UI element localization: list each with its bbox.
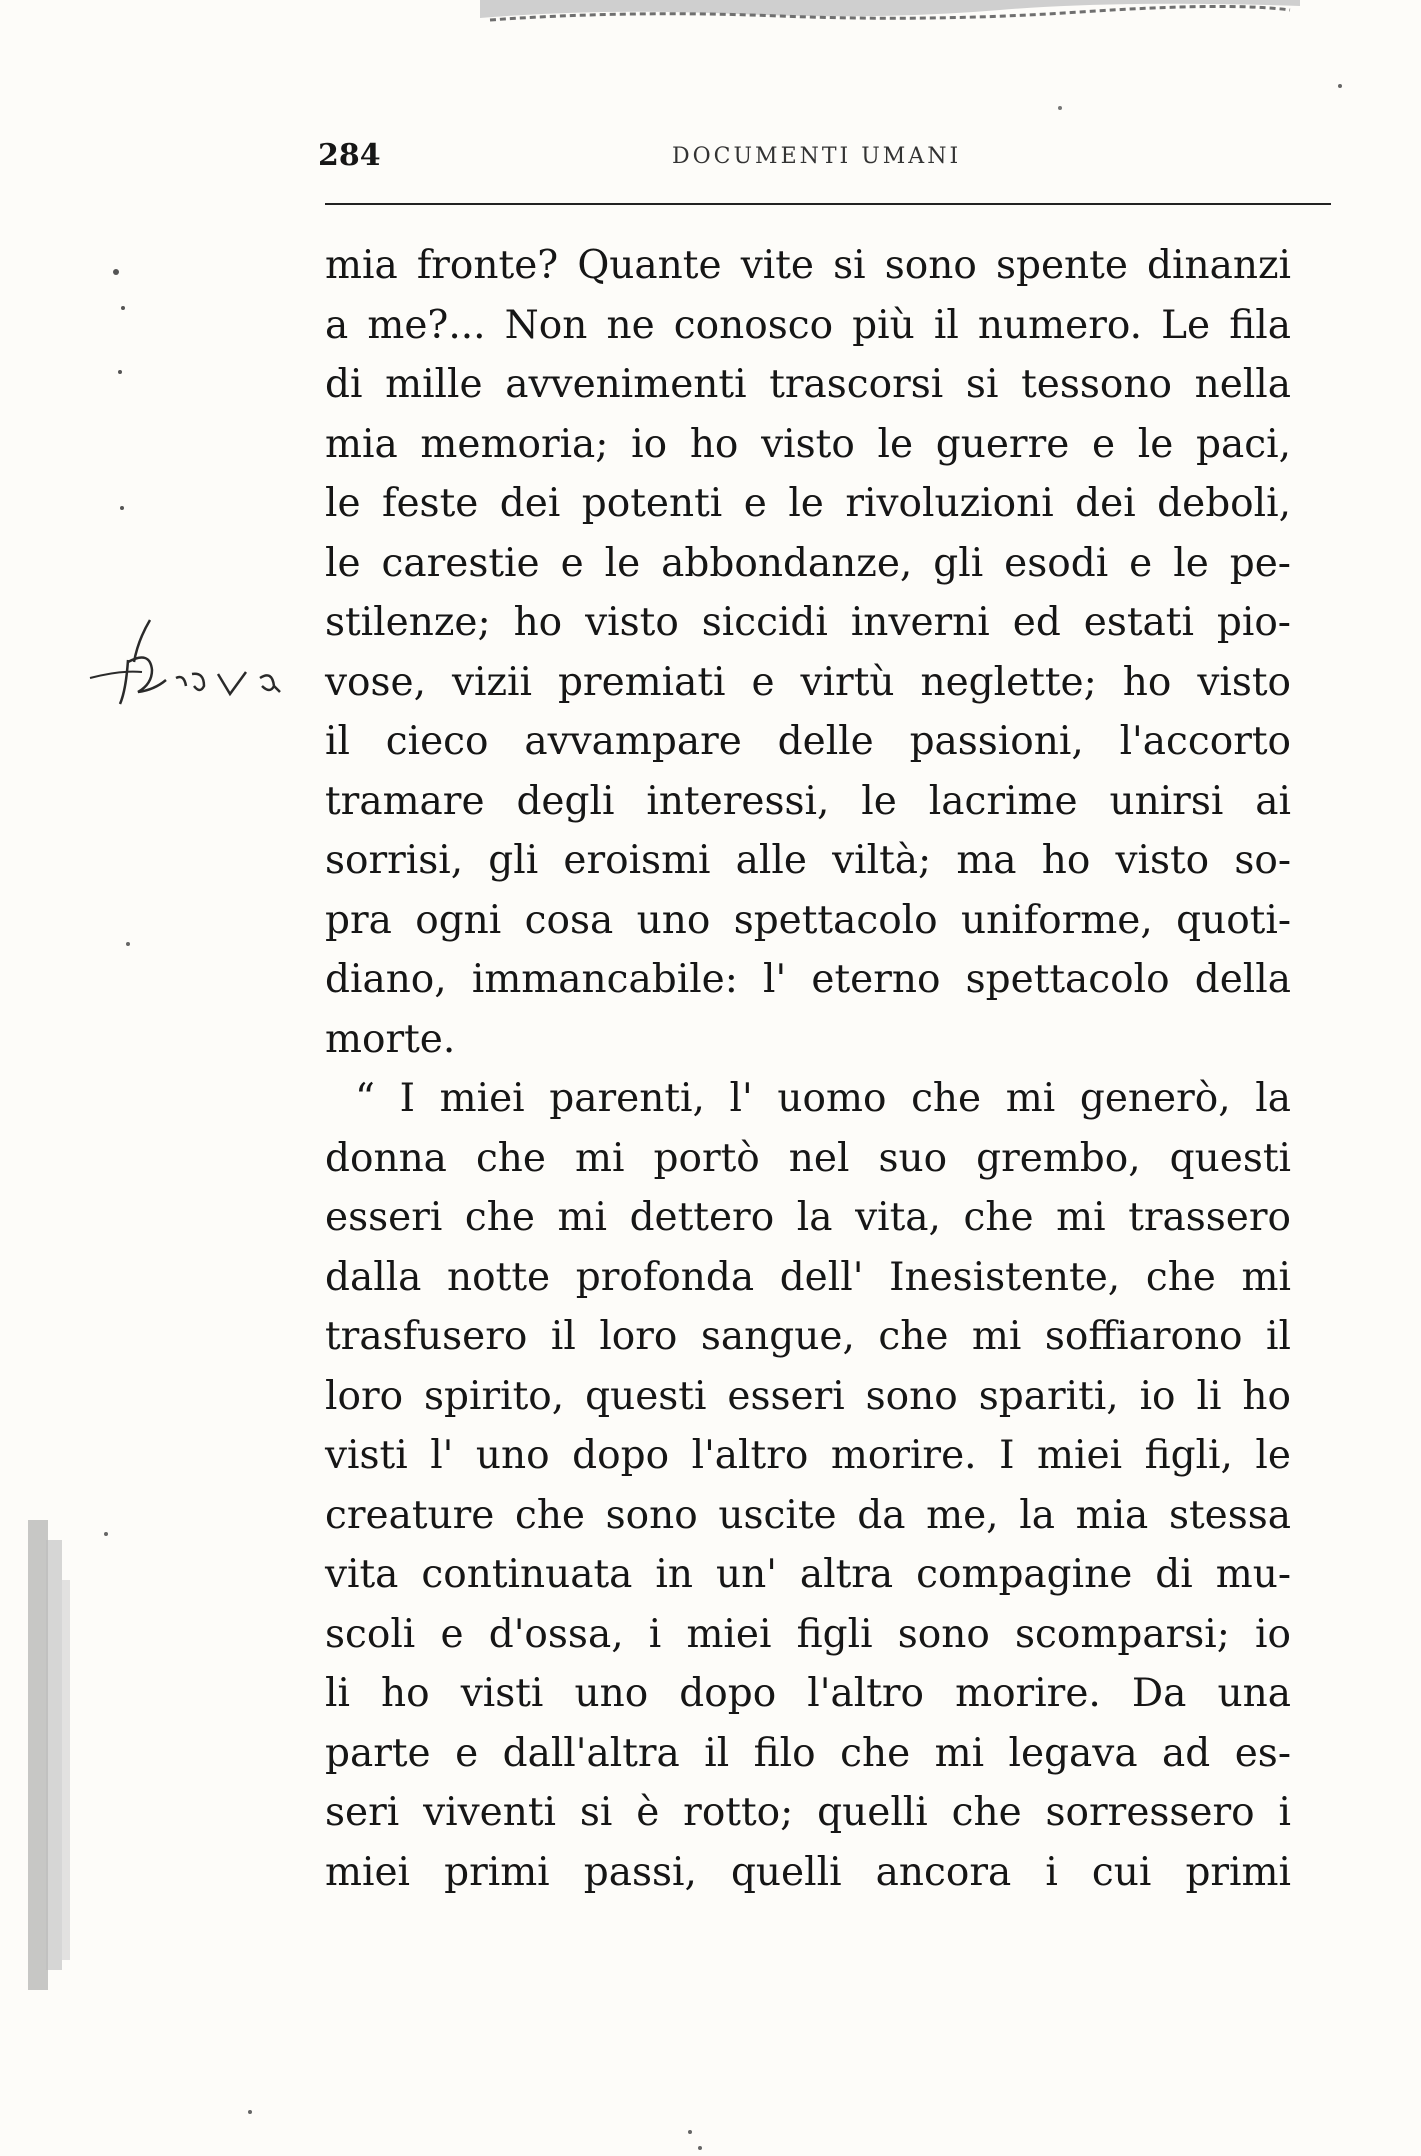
running-head (318, 138, 1330, 178)
text-line: pra ogni cosa uno spettacolo uniforme, quoti- (325, 897, 1291, 943)
text-line: le feste dei potenti e le rivoluzioni dei deboli, (325, 481, 1291, 526)
text-line: esseri che mi dettero la vita, che mi trassero (325, 1195, 1291, 1240)
scan-edge-artifact (480, 0, 1300, 32)
text-line: dalla notte profonda dell' Inesistente, che mi (325, 1254, 1291, 1300)
text-line: stilenze; ho visto siccidi inverni ed estati pio- (325, 600, 1291, 645)
text-line: a me?... Non ne conosco più il numero. Le fila (325, 302, 1291, 348)
text-line: di mille avvenimenti trascorsi si tessono nella (325, 362, 1291, 407)
text-line: miei primi passi, quelli ancora i cui primi (325, 1849, 1291, 1895)
text-line: mia fronte? Quante vite si sono spente dinanzi (325, 243, 1291, 288)
text-line: trasfusero il loro sangue, che mi soffiarono il (325, 1314, 1291, 1359)
text-line: vita continuata in un' altra compagine di mu- (325, 1552, 1291, 1597)
text-line: creature che sono uscite da me, la mia stessa (325, 1492, 1291, 1538)
binding-edge-artifact (28, 1520, 98, 1990)
page-number: 284 (318, 138, 381, 173)
text-line: mia memoria; io ho visto le guerre e le paci, (325, 421, 1291, 467)
text-line: morte. (325, 1016, 456, 1062)
text-line: scoli e d'ossa, i miei figli sono scomparsi; io (325, 1611, 1291, 1657)
handwritten-margin-note (80, 600, 320, 710)
text-line: donna che mi portò nel suo grembo, questi (325, 1135, 1291, 1181)
body-text (325, 236, 1291, 1902)
text-line: visti l' uno dopo l'altro morire. I miei figli, le (325, 1433, 1291, 1478)
text-line: parte e dall'altra il filo che mi legava ad es- (325, 1730, 1291, 1776)
text-line: seri viventi si è rotto; quelli che sorressero i (325, 1790, 1291, 1835)
text-line: “ I miei parenti, l' uomo che mi generò, la (355, 1076, 1291, 1121)
text-line: tramare degli interessi, le lacrime unirsi ai (325, 778, 1291, 824)
text-line: diano, immancabile: l' eterno spettacolo della (325, 957, 1291, 1002)
text-line: sorrisi, gli eroismi alle viltà; ma ho visto so- (325, 838, 1291, 883)
running-head-title: DOCUMENTI UMANI (672, 144, 962, 169)
text-line: loro spirito, questi esseri sono spariti, io li ho (325, 1373, 1291, 1419)
text-line: li ho visti uno dopo l'altro morire. Da una (325, 1671, 1291, 1716)
text-line: il cieco avvampare delle passioni, l'accorto (325, 719, 1291, 764)
text-line: vose, vizii premiati e virtù neglette; ho visto (325, 659, 1291, 705)
header-rule (325, 203, 1331, 205)
text-line: le carestie e le abbondanze, gli esodi e le pe- (325, 540, 1291, 586)
